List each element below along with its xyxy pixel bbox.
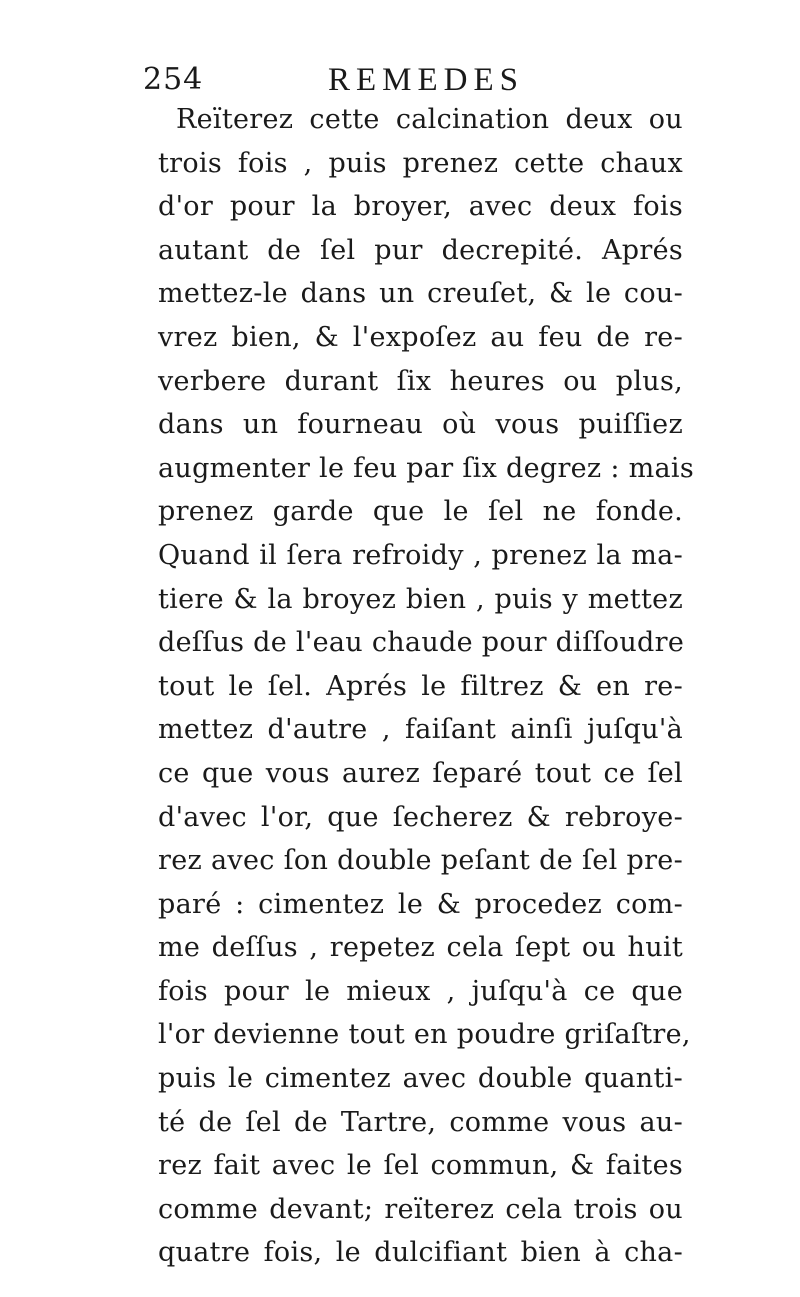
running-head: REMEDES — [328, 62, 525, 98]
text-line: mettez d'autre , faiſant ainſi juſqu'à — [158, 714, 683, 746]
text-line: tiere & la broyez bien , puis y mettez — [158, 583, 683, 615]
text-line: verbere durant ſix heures ou plus, — [158, 365, 683, 397]
text-line: augmenter le feu par ſix degrez : mais — [158, 452, 695, 484]
text-line: d'or pour la broyer, avec deux fois — [158, 191, 683, 223]
text-line: puis le cimentez avec double quanti- — [158, 1063, 683, 1095]
text-line: tout le ſel. Aprés le filtrez & en re- — [158, 670, 683, 702]
text-line: vrez bien, & l'expoſez au feu de re- — [158, 321, 683, 353]
text-line: trois fois , puis prenez cette chaux — [158, 147, 683, 179]
text-line: d'avec l'or, que ſecherez & rebroye- — [158, 801, 683, 833]
text-line: deſſus de l'eau chaude pour diſſoudre — [158, 627, 685, 659]
text-line: té de ſel de Tartre, comme vous au- — [158, 1106, 683, 1138]
page-header — [143, 58, 683, 102]
text-line: autant de ſel pur decrepité. Aprés — [158, 234, 683, 266]
page-number: 254 — [143, 62, 204, 97]
text-line: Quand il ſera refroidy , prenez la ma- — [158, 539, 683, 571]
text-line: quatre fois, le dulcifiant bien à cha- — [158, 1237, 683, 1269]
text-line: dans un fourneau où vous puiſſiez — [158, 409, 683, 441]
text-line: ce que vous aurez ſeparé tout ce ſel — [158, 757, 683, 789]
text-line: mettez-le dans un creuſet, & le cou- — [158, 278, 683, 310]
text-line: me deſſus , repetez cela ſept ou huit — [158, 932, 683, 964]
text-line: l'or devienne tout en poudre griſaſtre, — [158, 1019, 691, 1051]
text-line: comme devant; reïterez cela trois ou — [158, 1193, 683, 1225]
text-line: prenez garde que le ſel ne fonde. — [158, 496, 683, 528]
text-line: fois pour le mieux , juſqu'à ce que — [158, 975, 683, 1007]
body-text — [158, 98, 695, 1275]
text-line: Reïterez cette calcination deux ou — [176, 104, 683, 135]
text-line: paré : cimentez le & procedez com- — [158, 888, 683, 920]
text-line: rez avec ſon double peſant de ſel pre- — [158, 845, 683, 877]
text-line: rez fait avec le ſel commun, & faites — [158, 1150, 683, 1182]
